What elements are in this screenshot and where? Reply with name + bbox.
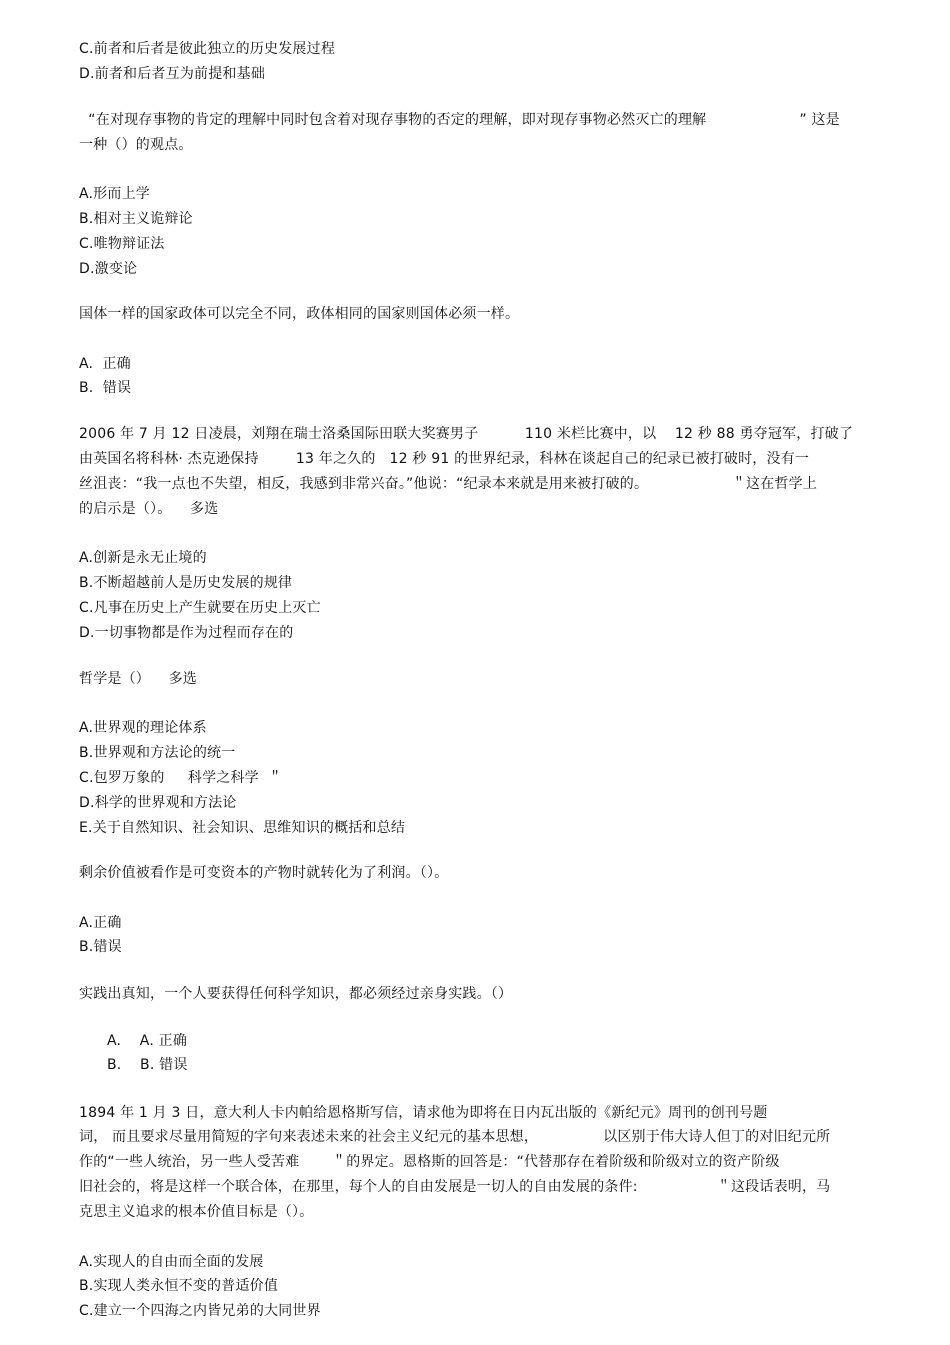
q3-stem-line1: 2006 年 7 月 12 日凌晨，刘翔在瑞士洛桑国际田联大奖赛男子 110 米栏比赛中，以 12 秒 88 勇夺冠军，打破了	[79, 426, 854, 442]
q1-option-a: A.形而上学	[79, 186, 150, 202]
q7-stem-line3: 作的“一些人统治，另一些人受苦难 ＂的界定。恩格斯的回答是：“代替那存在着阶级和阶级对立的资产阶级	[79, 1154, 780, 1170]
q4-option-e: E.关于自然知识、社会知识、思维知识的概括和总结	[79, 820, 406, 836]
q3-option-b: B.不断超越前人是历史发展的规律	[79, 575, 293, 591]
q4-stem: 哲学是（） 多选	[79, 671, 198, 687]
q4-option-c: C.包罗万象的 科学之科学 ＂	[79, 770, 283, 786]
q-prev-option-c: C.前者和后者是彼此独立的历史发展过程	[79, 41, 336, 57]
q1-stem-line1: “在对现存事物的肯定的理解中同时包含着对现存事物的否定的理解，即对现存事物必然灭亡的理解 ” 这是	[79, 112, 840, 128]
q6-option-a: A. A. 正确	[107, 1033, 188, 1049]
q3-stem-line4: 的启示是（）。 多选	[79, 501, 219, 517]
q1-stem-line2: 一种（）的观点。	[79, 137, 193, 153]
q2-option-a: A. 正确	[79, 356, 131, 372]
q4-option-d: D.科学的世界观和方法论	[79, 795, 237, 811]
q7-option-c: C.建立一个四海之内皆兄弟的大同世界	[79, 1303, 321, 1319]
q1-option-d: D.激变论	[79, 261, 138, 277]
q4-option-b: B.世界观和方法论的统一	[79, 745, 236, 761]
q3-stem-line3: 丝沮丧：“我一点也不失望，相反，我感到非常兴奋。”他说：“纪录本来就是用来被打破的。 ＂这在哲学上	[79, 476, 818, 492]
q1-option-b: B.相对主义诡辩论	[79, 211, 193, 227]
q6-option-b: B. B. 错误	[107, 1057, 188, 1073]
q3-option-a: A.创新是永无止境的	[79, 550, 207, 566]
q5-option-b: B.错误	[79, 939, 122, 955]
q7-option-a: A.实现人的自由而全面的发展	[79, 1254, 264, 1270]
q5-stem: 剩余价值被看作是可变资本的产物时就转化为了利润。（）。	[79, 865, 449, 881]
q4-option-a: A.世界观的理论体系	[79, 720, 207, 736]
q7-stem-line2: 词， 而且要求尽量用简短的字句来表述未来的社会主义纪元的基本思想， 以区别于伟大诗人但丁的对旧纪元所	[79, 1129, 831, 1145]
q3-stem-line2: 由英国名将科林· 杰克逊保持 13 年之久的 12 秒 91 的世界纪录，科林在谈起自己的纪录已被打破时，没有一	[79, 451, 810, 467]
q3-option-d: D.一切事物都是作为过程而存在的	[79, 625, 294, 641]
q2-stem: 国体一样的国家政体可以完全不同，政体相同的国家则国体必须一样。	[79, 306, 520, 322]
q2-option-b: B. 错误	[79, 380, 132, 396]
q7-option-b: B.实现人类永恒不变的普适价值	[79, 1278, 279, 1294]
q7-stem-line1: 1894 年 1 月 3 日，意大利人卡内帕给恩格斯写信，请求他为即将在日内瓦出版的《新纪元》周刊的创刊号题	[79, 1105, 768, 1121]
q-prev-option-d: D.前者和后者互为前提和基础	[79, 66, 266, 82]
q6-stem: 实践出真知，一个人要获得任何科学知识，都必须经过亲身实践。（）	[79, 986, 513, 1002]
q5-option-a: A.正确	[79, 915, 122, 931]
q1-option-c: C.唯物辩证法	[79, 236, 165, 252]
q7-stem-line5: 克思主义追求的根本价值目标是（）。	[79, 1204, 314, 1220]
q7-stem-line4: 旧社会的，将是这样一个联合体，在那里，每个人的自由发展是一切人的自由发展的条件: ＂这段话表明，马	[79, 1179, 831, 1195]
q3-option-c: C.凡事在历史上产生就要在历史上灭亡	[79, 600, 321, 616]
